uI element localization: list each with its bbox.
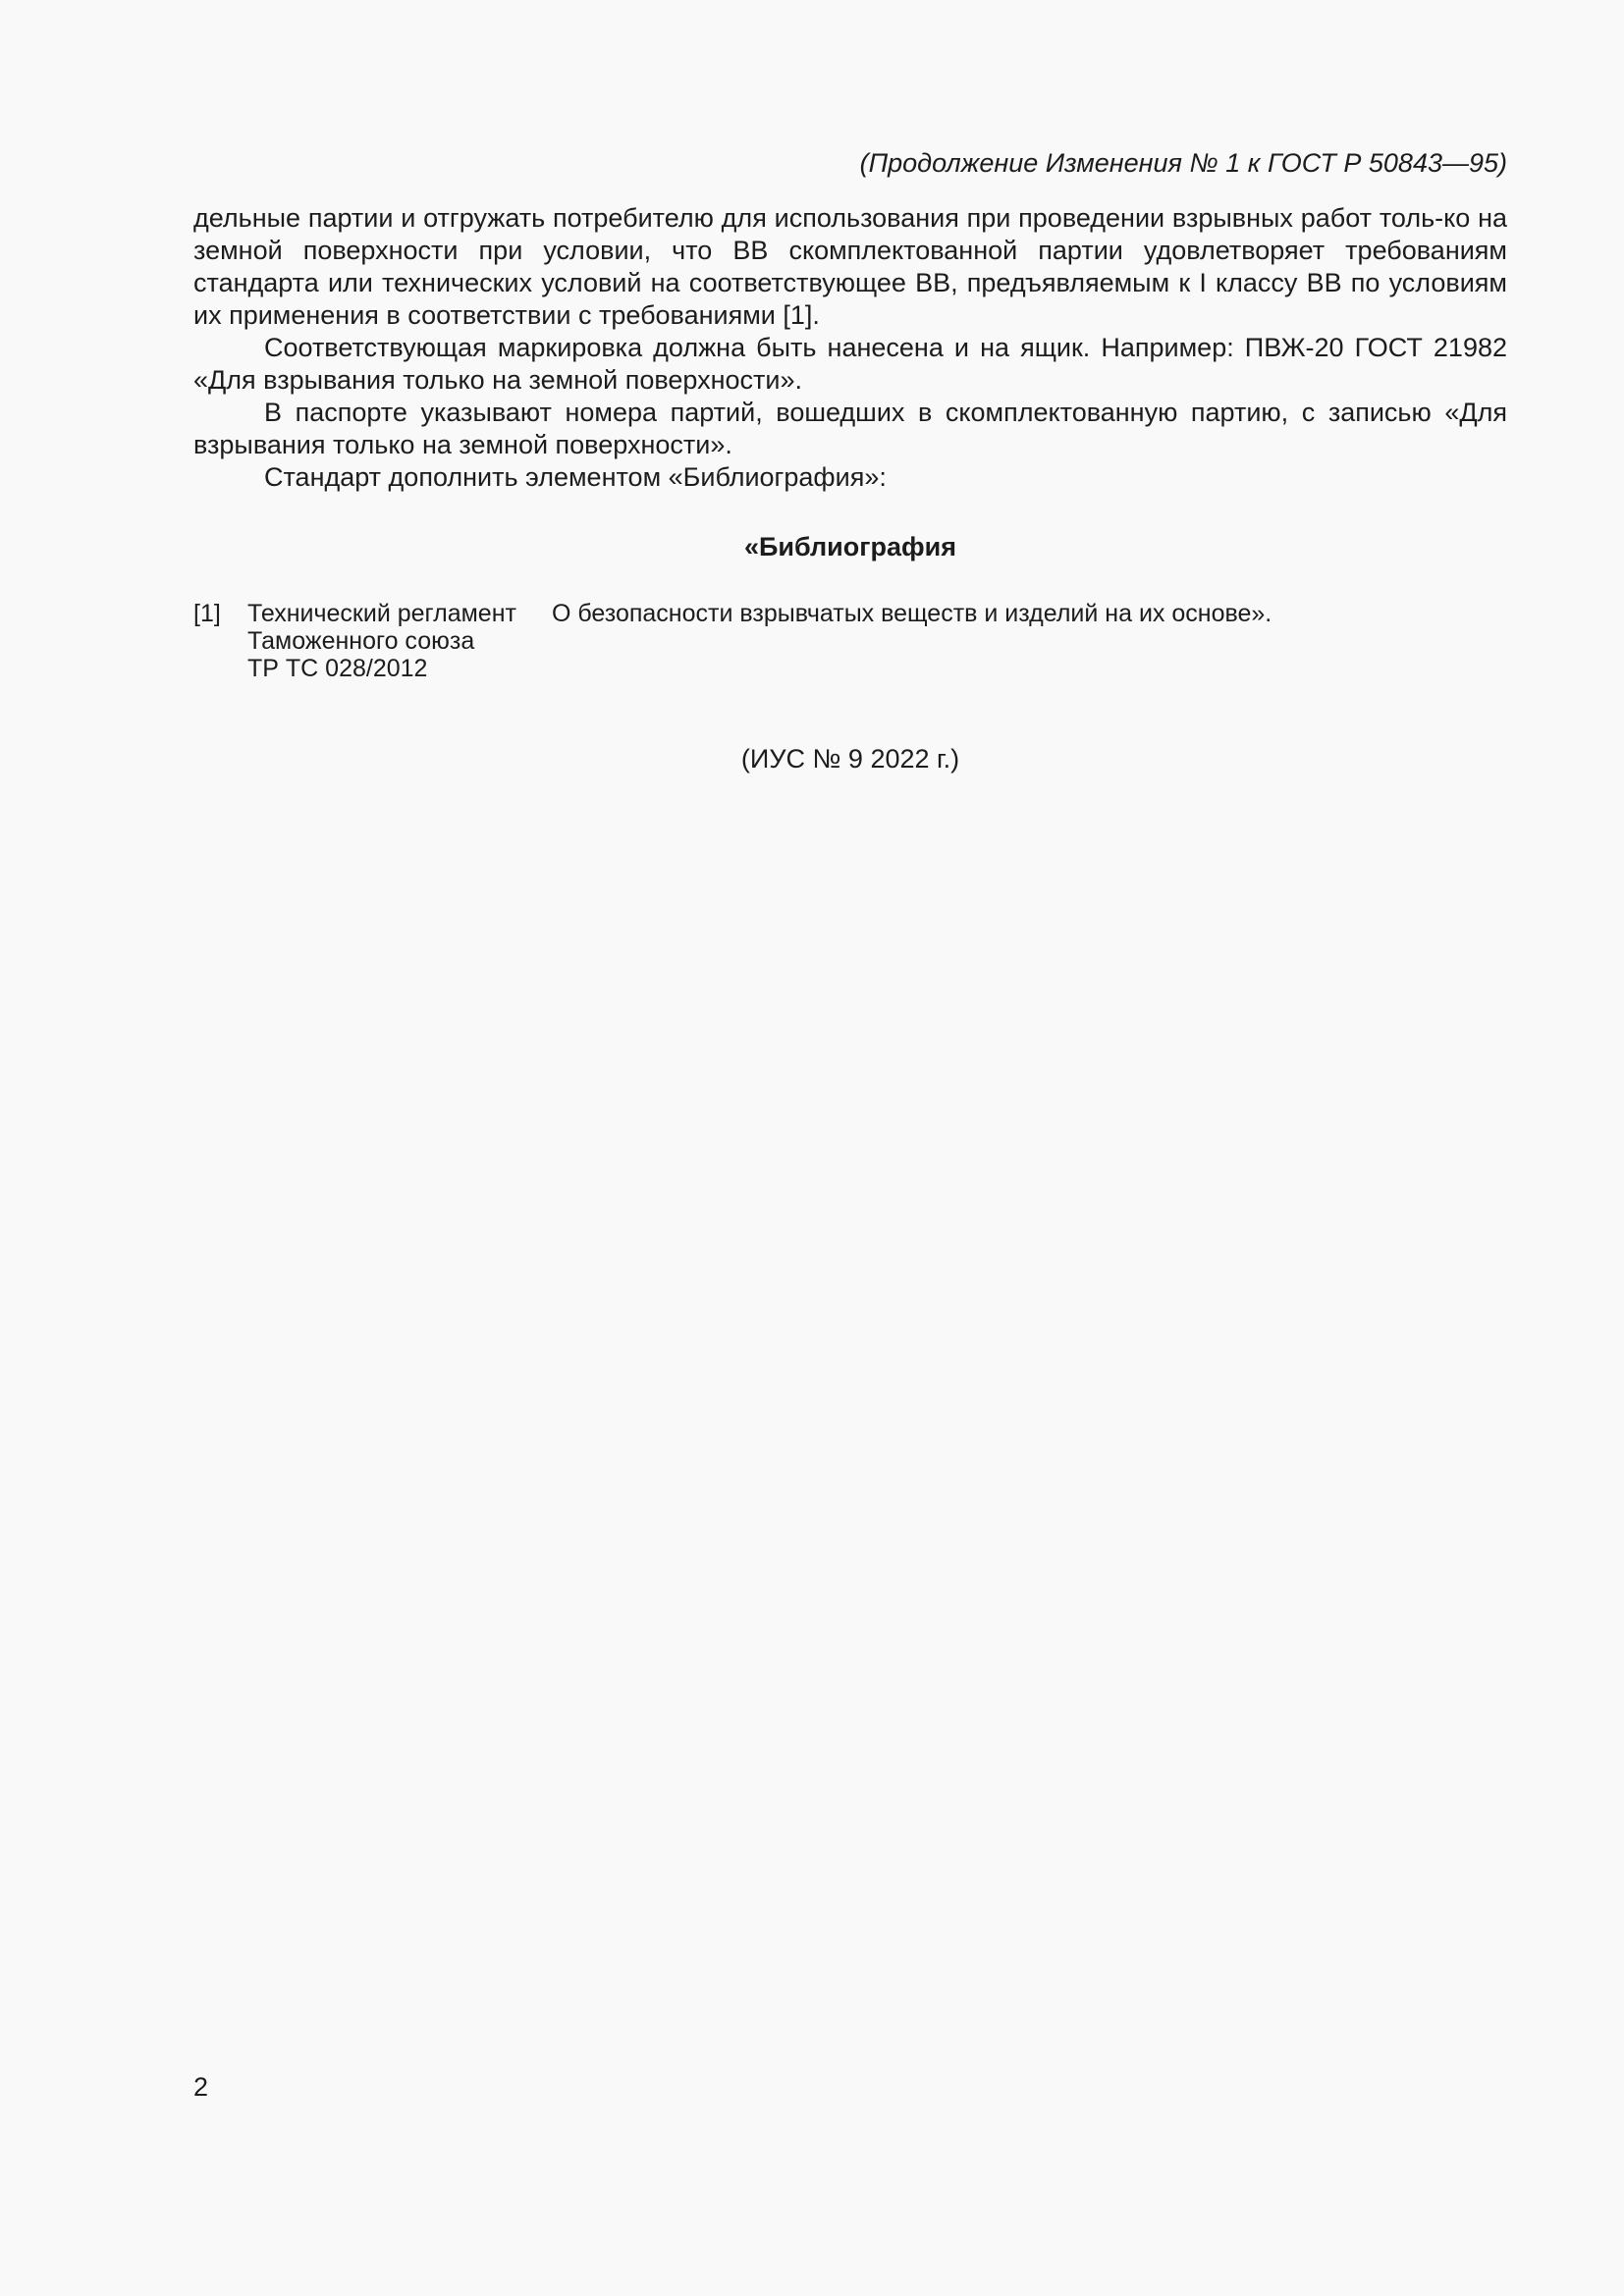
paragraph-3: В паспорте указывают номера партий, вошедших в скомплектованную партию, с записью «Для взрывания только на земной поверхности». (193, 398, 1507, 459)
bibliography-title: «Библиография (744, 532, 956, 561)
continuation-header: (Продолжение Изменения № 1 к ГОСТ Р 50843—95) (859, 148, 1507, 178)
bibliography-source-line: ТР ТС 028/2012 (247, 655, 428, 682)
paragraph-4: Стандарт дополнить элементом «Библиография»: (264, 462, 887, 492)
bibliography-source-line: Технический регламент (247, 600, 516, 627)
paragraph-1: дельные партии и отгружать потребителю для использования при проведении взрывных работ толь-ко на земной поверхности при условии, что ВВ скомплектованной партии удовлетворяет требованиям стандарта или технических условий на соответствующее ВВ, предъявляемым к I классу ВВ по условиям их применения в соответствии с требованиями [1]. (193, 203, 1507, 330)
ius-note: (ИУС № 9 2022 г.) (740, 744, 960, 774)
bibliography-entry (193, 600, 1507, 682)
bibliography-entry-number: [1] (193, 600, 221, 627)
bibliography-entry-title: О безопасности взрывчатых веществ и изделий на их основе». (552, 600, 1272, 627)
document-page (193, 145, 1507, 776)
page-number: 2 (193, 2072, 209, 2102)
paragraph-2: Соответствующая маркировка должна быть нанесена и на ящик. Например: ПВЖ-20 ГОСТ 21982 «Для взрывания только на земной поверхности». (193, 333, 1507, 395)
bibliography-source-line: Таможенного союза (247, 627, 475, 655)
bibliography-entry-source (247, 600, 552, 682)
